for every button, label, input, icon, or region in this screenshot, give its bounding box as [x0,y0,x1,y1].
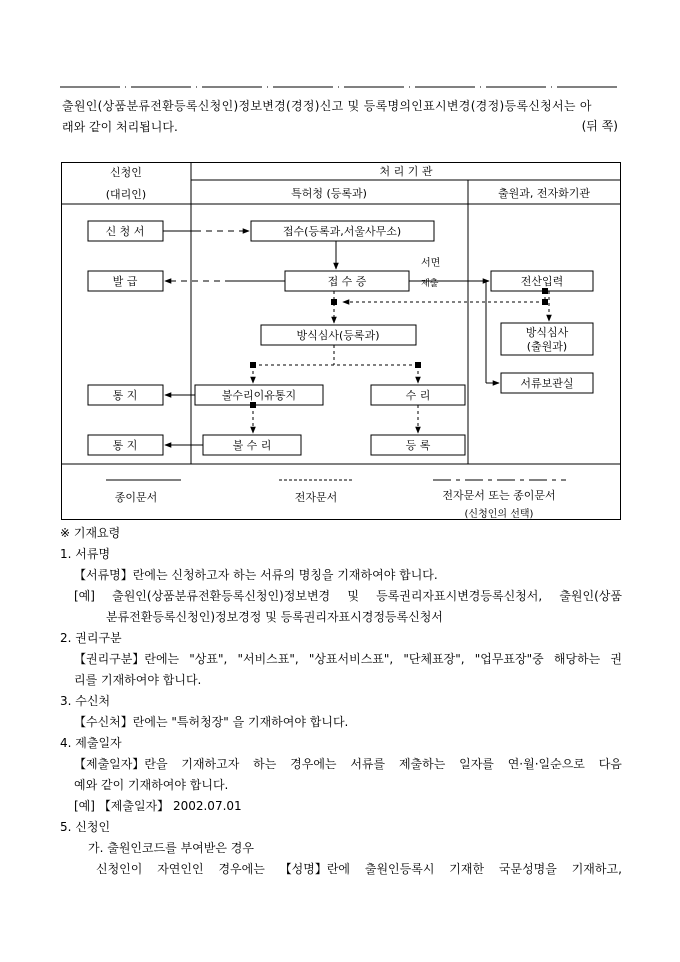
header-processing-agency: 처 리 기 관 [379,165,433,178]
section-4-line-2: 예와 같이 기재하여야 합니다. [74,778,229,792]
svg-text:등 록: 등 록 [405,439,431,452]
box-archive [501,373,593,393]
svg-text:전산입력: 전산입력 [520,275,564,288]
section-2-line-2: 리를 기재하여야 합니다. [74,673,202,687]
svg-text:불 수 리: 불 수 리 [232,439,272,452]
box-registration [371,435,465,455]
section-2-line-1: 【권리구분】란에는 "상표", "서비스표", "상표서비스표", "단체표장", "업무표장"중 해당하는 권 [74,652,622,666]
box-receipt-certificate [285,271,409,291]
section-4-example: [예] 【제출일자】 2002.07.01 [74,799,242,813]
svg-text:발 급: 발 급 [112,275,138,288]
box-notify-2 [88,435,163,455]
section-1-title: 1. 서류명 [60,547,111,561]
box-format-review-center [501,323,593,355]
section-3-title: 3. 수신처 [60,694,111,708]
section-4-line-1: 【제출일자】란을 기재하고자 하는 경우에는 서류를 제출하는 일자를 연·월·일순으로 다음 [74,757,622,771]
svg-text:접 수 증: 접 수 증 [327,275,367,288]
legend-paper: 종이문서 [114,491,158,504]
section-1-example-line-1: [예] 출원인(상품분류전환등록신청인)정보변경 및 등록권리자표시변경등록신청서, 출원인(상품 [74,589,622,603]
section-1-text: 【서류명】란에는 신청하고자 하는 서류의 명칭을 기재하여야 합니다. [74,568,438,582]
svg-text:수 리: 수 리 [405,389,431,402]
section-3-text: 【수신처】란에는 "특허청장" 을 기재하여야 합니다. [74,715,349,729]
svg-text:불수리이유통지: 불수리이유통지 [221,389,297,402]
box-format-review-kipo [261,325,416,345]
svg-text:접수(등록과,서울사무소): 접수(등록과,서울사무소) [282,225,402,238]
header-application-center: 출원과, 전자화기관 [497,187,591,200]
legend-either-note: (신청인의 선택) [464,509,534,520]
process-flowchart [61,162,621,522]
header-applicant: 신청인 [110,166,142,179]
section-4-title: 4. 제출일자 [60,736,122,750]
svg-text:방식심사: 방식심사 [525,326,569,339]
svg-text:서류보관실: 서류보관실 [520,377,574,390]
back-side-label: (뒤 쪽) [581,119,618,133]
section-5-subtitle: 가. 출원인코드를 부여받은 경우 [88,841,254,855]
intro-line-2: 래와 같이 처리됩니다. [62,120,178,134]
legend-either: 전자문서 또는 종이문서 [442,489,556,502]
intro-line-1: 출원인(상품분류전환등록신청인)정보변경(경정)신고 및 등록명의인표시변경(경정)등록신청서는 아 [62,99,592,113]
header-applicant-agent: (대리인) [105,188,147,201]
box-rejection-notice [195,385,323,405]
header-kipo-registration: 특허청 (등록과) [291,187,367,200]
box-acceptance [371,385,465,405]
box-receipt-office [251,221,434,241]
svg-text:신 청 서: 신 청 서 [105,225,145,238]
note-paper-submission: 서면 [421,258,441,269]
section-1-example-line-2: 분류전환등록신청인)정보경정 및 등록권리자표시경정등록신청서 [106,610,443,624]
svg-text:방식심사(등록과): 방식심사(등록과) [296,329,380,342]
section-5-title: 5. 신청인 [60,820,111,834]
box-application-form [88,221,163,241]
box-notify-1 [88,385,163,405]
section-5-line-1: 신청인이 자연인인 경우에는 【성명】란에 출원인등록시 기재한 국문성명을 기재하고, [96,862,622,876]
cut-line [60,86,622,88]
instructions-heading: ※ 기재요령 [60,526,121,540]
svg-text:(출원과): (출원과) [526,340,568,353]
svg-text:통 지: 통 지 [112,389,138,402]
box-issue [88,271,163,291]
box-rejection [203,435,301,455]
svg-text:통 지: 통 지 [112,439,138,452]
note-paper-submitted: 제출 [421,279,439,289]
section-2-title: 2. 권리구분 [60,631,122,645]
legend-electronic: 전자문서 [294,491,338,504]
